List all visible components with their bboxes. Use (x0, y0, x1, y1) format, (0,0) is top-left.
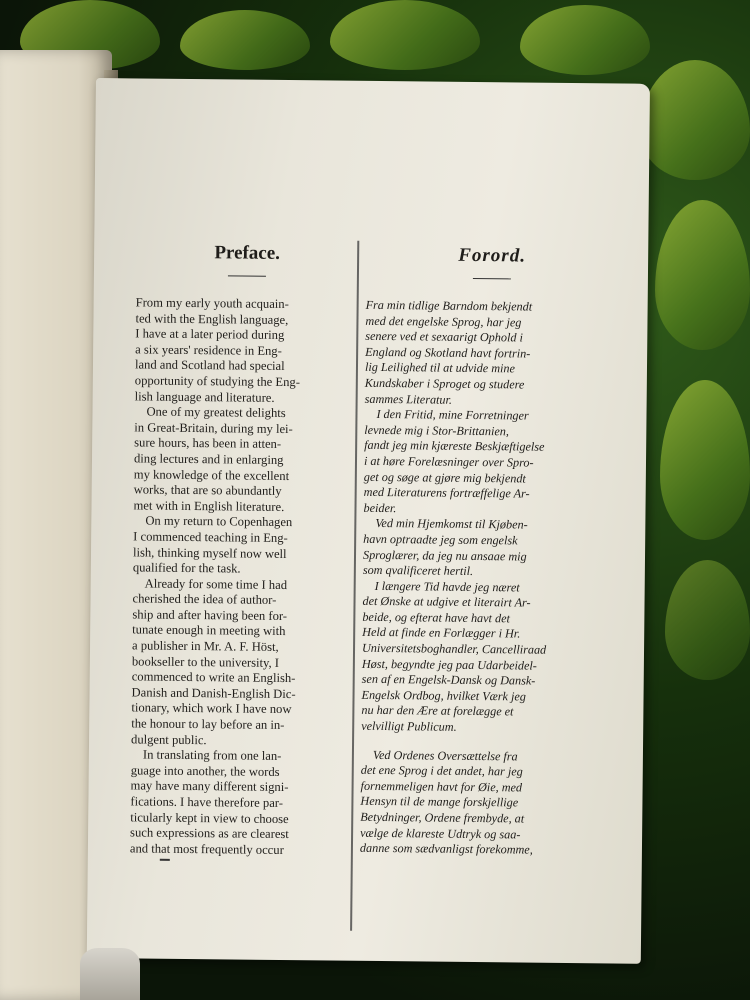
text-line: sen af en Engelsk-Dansk og Dansk- (361, 672, 536, 688)
text-line: fornemmeligen havt for Øie, med (360, 778, 523, 795)
text-line: ted with the English language, (135, 311, 289, 327)
text-line: One of my greatest delights (146, 404, 286, 421)
text-line: nu har den Ære at forelægge et (361, 703, 514, 719)
bookmark-ribbon (80, 948, 140, 1000)
text-line: ding lectures and in enlarging (133, 451, 284, 467)
text-line: sure hours, has been in atten- (134, 435, 282, 452)
text-line: senere ved et sexaarigt Ophold i (365, 329, 523, 345)
text-line: Høst, begyndte jeg paa Udarbeidel- (361, 656, 537, 673)
text-line: In translating from one lan- (142, 747, 282, 764)
text-line: I længere Tid havde jeg næret (374, 578, 520, 595)
text-line: get og søge at gjøre mig bekjendt (363, 469, 526, 486)
text-line: det Ønske at udgive et literairt Ar- (362, 594, 531, 610)
preface-column (130, 238, 358, 859)
text-line: i at høre Forelæsninger over Spro- (363, 453, 534, 470)
text-line: On my return to Copenhagen (145, 513, 293, 530)
text-line: a publisher in Mr. A. F. Höst, (131, 638, 279, 655)
text-line: I den Fritid, mine Forretninger (376, 407, 529, 423)
text-line: Held at finde en Forlægger i Hr. (362, 625, 521, 641)
text-line: such expressions as are clearest (130, 825, 289, 842)
forord-column (360, 241, 618, 859)
text-line: the honour to lay before an in- (131, 716, 285, 733)
text-line: lig Leilighed til at udvide mine (364, 360, 516, 376)
text-line: levnede mig i Stor-Brittanien, (364, 422, 510, 439)
text-line: Danish and Danish-English Dic- (131, 685, 296, 701)
text-line: havn optraadte jeg som engelsk (363, 531, 518, 548)
text-line: fandt jeg min kjæreste Beskjæftigelse (364, 438, 545, 455)
forord-heading: Forord. (458, 244, 527, 267)
text-line: Engelsk Ordbog, hvilket Værk jeg (361, 687, 527, 704)
text-line: sammes Literatur. (364, 391, 453, 407)
text-line: opportunity of studying the Eng- (134, 373, 301, 390)
text-line: commenced to write an English- (131, 669, 296, 686)
text-line: Hensyn til de mange forskjellige (360, 794, 519, 810)
text-line: may have many different signi- (130, 778, 289, 795)
text-line: England og Skotland havt fortrin- (365, 344, 531, 361)
text-line: med det engelske Sprog, har jeg (365, 313, 522, 330)
text-line: From my early youth acquain- (135, 295, 289, 312)
heading-rule (473, 278, 511, 279)
text-line: met with in English literature. (133, 498, 285, 514)
text-line: ticularly kept in view to choose (130, 809, 289, 826)
text-line: Betydninger, Ordene frembyde, at (360, 809, 525, 826)
text-line: Sproglærer, da jeg nu ansaae mig (362, 547, 527, 564)
text-line: qualified for the task. (132, 560, 241, 576)
text-line: dulgent public. (131, 732, 207, 747)
text-line: I have at a later period during (135, 326, 285, 343)
text-line: and that most frequently occur (129, 841, 284, 857)
text-line: Fra min tidlige Barndom bekjendt (365, 297, 533, 314)
text-line: land and Scotland had special (134, 357, 285, 374)
heading-rule (228, 275, 266, 276)
text-line: fications. I have therefore par- (130, 794, 284, 810)
text-line: bookseller to the university, I (131, 654, 280, 670)
text-line: I commenced teaching in Eng- (133, 529, 288, 545)
text-line: Kundskaber i Sproget og studere (364, 375, 525, 392)
text-line: tunate enough in meeting with (132, 622, 286, 639)
text-line: Ved Ordenes Oversættelse fra (372, 747, 518, 764)
text-line: med Literaturens fortræffelige Ar- (363, 484, 530, 501)
text-line: my knowledge of the excellent (133, 466, 290, 483)
text-line: beide, og efterat have havt det (362, 609, 511, 626)
text-line: guage into another, the words (130, 763, 280, 779)
preface-heading: Preface. (214, 242, 281, 264)
text-line: ship and after having been for- (132, 607, 288, 623)
text-line: det ene Sprog i det andet, har jeg (360, 763, 523, 779)
text-line: cherished the idea of author- (132, 591, 277, 608)
text-line: velvilligt Publicum. (361, 718, 457, 734)
text-line: works, that are so abundantly (133, 482, 282, 499)
text-line: danne som sædvanligst forekomme, (359, 840, 533, 857)
text-line: som qvalificeret hertil. (362, 562, 474, 579)
dash-mark (160, 859, 170, 861)
text-line: beider. (363, 500, 397, 515)
text-line: Already for some time I had (144, 576, 288, 592)
text-line: a six years' residence in Eng- (135, 342, 282, 358)
text-line: tionary, which work I have now (131, 700, 292, 717)
text-line: lish language and literature. (134, 388, 275, 405)
text-line: lish, thinking myself now well (132, 544, 287, 561)
book-page (87, 78, 650, 964)
text-line: Universitetsboghandler, Cancelliraad (361, 640, 547, 657)
text-line: Ved min Hjemkomst til Kjøben- (375, 516, 528, 532)
text-line: vælge de klareste Udtryk og saa- (360, 825, 521, 842)
text-line: in Great-Britain, during my lei- (134, 420, 293, 436)
